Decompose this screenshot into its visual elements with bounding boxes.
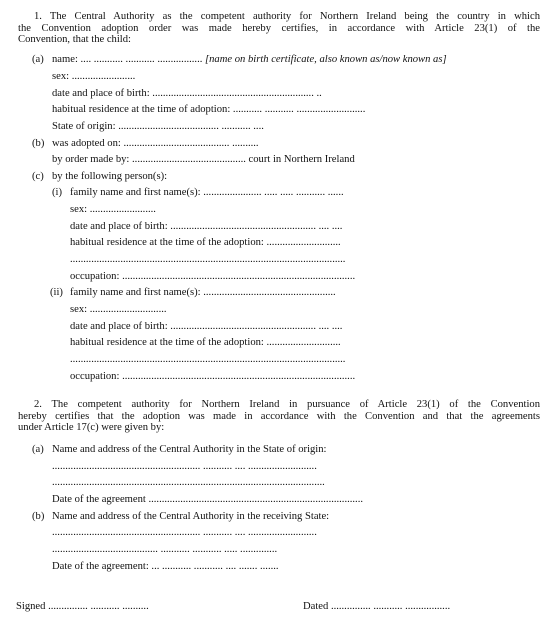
person-1-residence-field[interactable]: habitual residence at the time of the adoption: ............................ [70, 237, 341, 248]
paragraph-1-line: 1. The Central Authority as the competent authority for Northern Ireland being the country in which [34, 11, 540, 22]
item-b-marker: (b) [32, 138, 45, 149]
origin-agreement-date-field[interactable]: Date of the agreement ................................................................................. [52, 494, 363, 505]
person-1-marker: (i) [52, 187, 62, 198]
following-persons-label: by the following person(s): [52, 171, 168, 182]
receiving-agreement-date-field[interactable]: Date of the agreement: ... ........... ........... .... ....... ....... [52, 561, 279, 572]
person-1-occupation-field[interactable]: occupation: ........................................................................................ [70, 271, 356, 282]
child-dob-field[interactable]: date and place of birth: ............................................................. .. [52, 88, 322, 99]
origin-authority-line-2[interactable]: ....................................................................................................... [52, 477, 325, 488]
person-1-name-field[interactable]: family name and first name(s): ...................... ..... ..... ........... ...... [70, 187, 344, 198]
child-sex-field[interactable]: sex: ........................ [52, 71, 136, 82]
receiving-authority-line-1[interactable]: ........................................................ ........... .... .......................... [52, 527, 317, 538]
child-state-of-origin-field[interactable]: State of origin: ...................................... ........... .... [52, 121, 264, 132]
authority-a-marker: (a) [32, 444, 44, 455]
person-2-name-field[interactable]: family name and first name(s): .................................................. [70, 287, 336, 298]
paragraph-2-line: under Article 17(c) were given by: [18, 422, 165, 433]
person-2-residence-field[interactable]: habitual residence at the time of the adoption: ............................ [70, 337, 341, 348]
authority-b-marker: (b) [32, 511, 45, 522]
person-2-residence-continuation[interactable]: ........................................................................................................ [70, 354, 346, 365]
person-2-marker: (ii) [50, 287, 63, 298]
receiving-authority-label: Name and address of the Central Authority in the receiving State: [52, 511, 330, 522]
child-residence-field[interactable]: habitual residence at the time of adoption: ........... ........... .......................... [52, 104, 366, 115]
person-1-dob-field[interactable]: date and place of birth: ....................................................... .... .... [70, 221, 343, 232]
adopted-on-field[interactable]: was adopted on: ........................................ .......... [52, 138, 259, 149]
paragraph-2 [18, 399, 540, 434]
paragraph-2-line: hereby certifies that the adoption was made in accordance with the Convention and that the agreements [18, 410, 540, 422]
person-2-occupation-field[interactable]: occupation: ........................................................................................ [70, 371, 356, 382]
child-name-label: name: .... ........... ........... ................. [52, 54, 206, 65]
order-made-by-field[interactable]: by order made by: ........................................... court in Northern Ireland [52, 154, 355, 165]
paragraph-2-line: 2. The competent authority for Northern Ireland in pursuance of Article 23(1) of the Convention [34, 399, 540, 410]
item-a-marker: (a) [32, 54, 44, 65]
paragraph-1-line: Convention, that the child: [18, 34, 131, 45]
signed-field[interactable]: Signed ............... ........... .......... [16, 601, 149, 612]
item-c-marker: (c) [32, 171, 44, 182]
receiving-authority-line-2[interactable]: ........................................ ........... ........... ..... .............. [52, 544, 278, 555]
paragraph-1-line: the Convention adoption order was made hereby certifies, in accordance with Article 23(1) of the [18, 22, 540, 34]
dated-field[interactable]: Dated ............... ........... ................. [303, 601, 451, 612]
person-1-residence-continuation[interactable]: ........................................................................................................ [70, 254, 346, 265]
child-name-field[interactable] [52, 54, 447, 66]
child-name-hint: [name on birth certificate, also known as/now known as] [205, 54, 447, 65]
person-2-dob-field[interactable]: date and place of birth: ....................................................... .... .... [70, 321, 343, 332]
paragraph-1 [18, 11, 540, 46]
origin-authority-label: Name and address of the Central Authority in the State of origin: [52, 444, 327, 455]
person-2-sex-field[interactable]: sex: ............................. [70, 304, 167, 315]
origin-authority-line-1[interactable]: ........................................................ ........... .... .......................... [52, 461, 317, 472]
person-1-sex-field[interactable]: sex: ......................... [70, 204, 156, 215]
